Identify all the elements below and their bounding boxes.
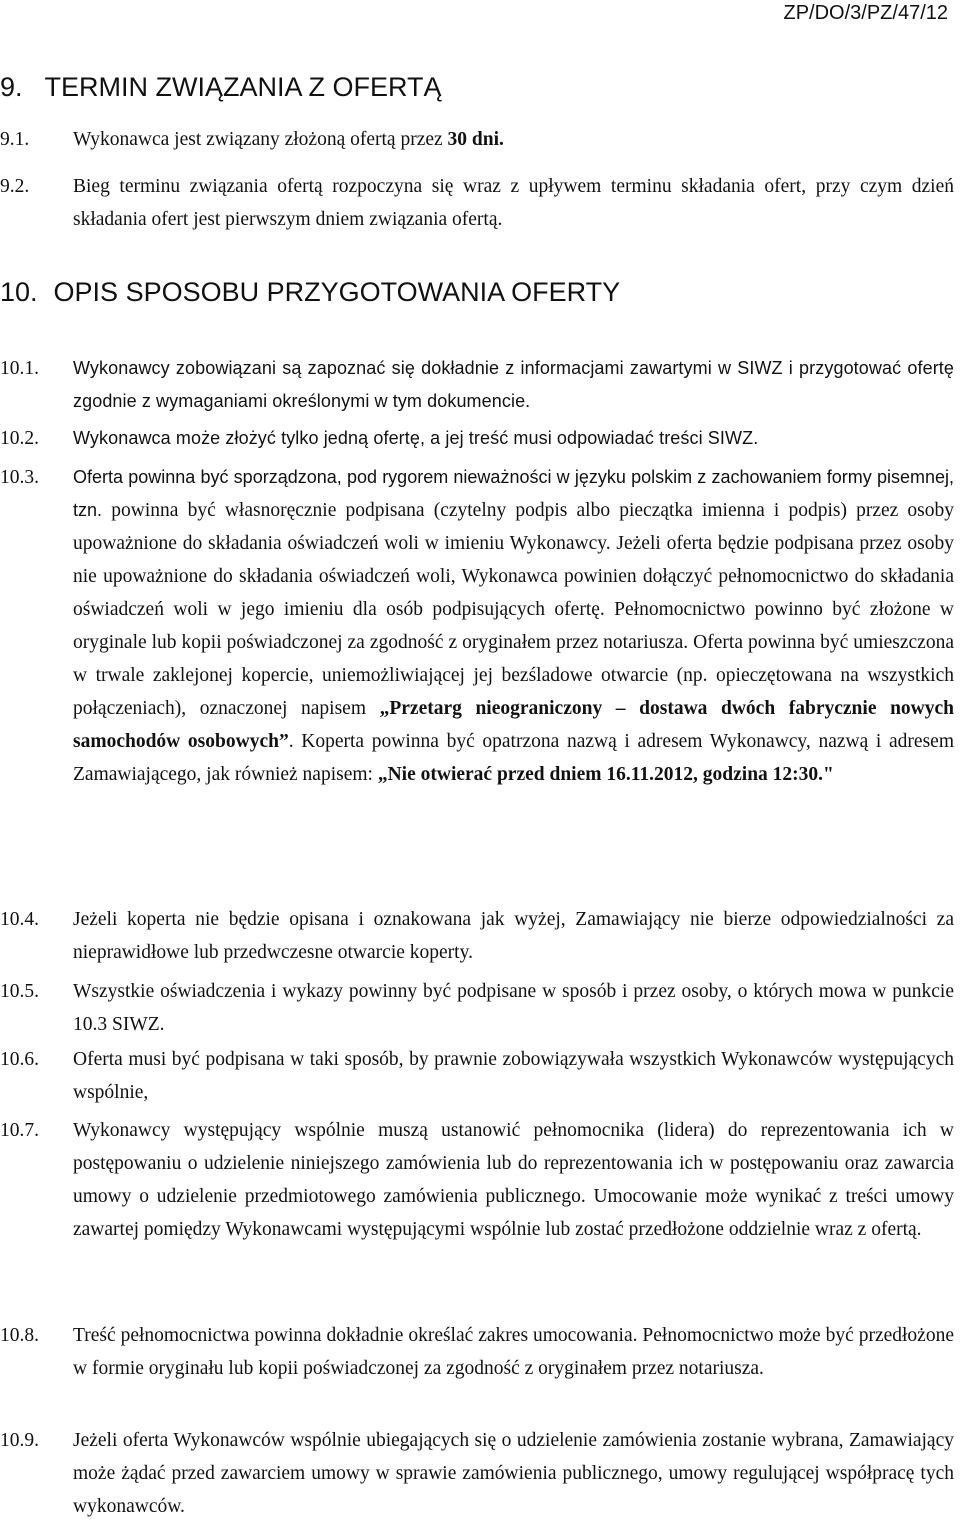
paragraph-10-3 bbox=[0, 461, 960, 891]
paragraph-10-9 bbox=[0, 1424, 960, 1523]
paragraph-10-7 bbox=[0, 1114, 960, 1312]
bold-envelope-label: „Przetarg nieograniczony – dostawa dwóch fabrycznie nowych samochodów osobowych” bbox=[73, 698, 954, 752]
paragraph-10-8 bbox=[0, 1319, 960, 1418]
section-10-number: 10. bbox=[0, 277, 38, 307]
paragraph-number: 10.3. bbox=[0, 467, 39, 488]
paragraph-text: Wykonawca może złożyć tylko jedną ofertę, a jej treść musi odpowiadać treści SIWZ. bbox=[73, 428, 759, 448]
paragraph-number: 9.2. bbox=[0, 176, 30, 197]
paragraph-number: 10.8. bbox=[0, 1325, 39, 1346]
paragraph-text: Wykonawcy zobowiązani są zapoznać się dokładnie z informacjami zawartymi w SIWZ i przygotować ofertę zgodnie z wymaganiami określonymi w tym dokumencie. bbox=[73, 358, 954, 411]
section-9-number: 9. bbox=[0, 72, 23, 102]
paragraph-10-6 bbox=[0, 1043, 960, 1109]
paragraph-number: 10.1. bbox=[0, 358, 39, 379]
paragraph-text: Jeżeli oferta Wykonawców wspólnie ubiegających się o udzielenie zamówienia zostanie wybrana, Zamawiający może żądać przed zawarciem umowy w sprawie zamówienia publicznego, umowy regulującej współpracę tych wykonawców. bbox=[73, 1430, 954, 1517]
paragraph-text: Jeżeli koperta nie będzie opisana i oznakowana jak wyżej, Zamawiający nie bierze odpowiedzialności za nieprawidłowe lub przedwczesne otwarcie koperty. bbox=[73, 909, 954, 963]
paragraph-9-1 bbox=[0, 123, 960, 156]
bold-term: 30 dni. bbox=[447, 129, 504, 150]
paragraph-number: 10.4. bbox=[0, 909, 39, 930]
paragraph-text: Wykonawcy występujący wspólnie muszą ustanowić pełnomocnika (lidera) do reprezentowania ich w postępowaniu o udzielenie niniejszego zamówienia lub do reprezentowania ich w postępowaniu oraz zawarcia umowy o udzielenie przedmiotowego zamówienia publicznego. Umocowanie może wynikać z treści umowy zawartej pomiędzy Wykonawcami występującymi wspólnie lub zostać przedłożone oddzielnie wraz z ofertą. bbox=[73, 1120, 954, 1240]
paragraph-number: 10.6. bbox=[0, 1049, 39, 1070]
paragraph-10-4 bbox=[0, 903, 960, 969]
paragraph-10-1 bbox=[0, 352, 960, 418]
paragraph-text: Oferta musi być podpisana w taki sposób, by prawnie zobowiązywała wszystkich Wykonawców występujących wspólnie, bbox=[73, 1049, 954, 1103]
paragraph-10-2 bbox=[0, 422, 960, 455]
bold-opening-date: „Nie otwierać przed dniem 16.11.2012, godzina 12:30." bbox=[377, 764, 834, 785]
paragraph-number: 9.1. bbox=[0, 129, 30, 150]
paragraph-text: Oferta powinna być sporządzona, pod rygorem nieważności w języku polskim z zachowaniem formy pisemnej, tzn. powinna być własnoręcznie podpisana (czytelny podpis albo pieczątka imienna i podpis) przez osoby upoważnione do składania oświadczeń woli w imieniu Wykonawcy. Jeżeli oferta będzie podpisana przez osoby nie upoważnione do składania oświadczeń woli, Wykonawca powinien dołączyć pełnomocnictwo do składania oświadczeń woli w jego imieniu dla osób podpisujących ofertę. Pełnomocnictwo powinno być złożone w oryginale lub kopii poświadczonej za zgodność z oryginałem przez notariusza. Oferta powinna być umieszczona w trwale zaklejonej kopercie, uniemożliwiającej jej bezśladowe otwarcie (np. opieczętowana na wszystkich połączeniach), oznaczonej napisem „Przetarg nieograniczony – dostawa dwóch fabrycznie nowych samochodów osobowych”. Koperta powinna być opatrzona nazwą i adresem Wykonawcy, nazwą i adresem Zamawiającego, jak również napisem: „Nie otwierać przed dniem 16.11.2012, godzina 12:30." bbox=[73, 467, 955, 785]
paragraph-text: Wszystkie oświadczenia i wykazy powinny być podpisane w sposób i przez osoby, o których mowa w punkcie 10.3 SIWZ. bbox=[73, 981, 954, 1035]
section-10-title: OPIS SPOSOBU PRZYGOTOWANIA OFERTY bbox=[53, 277, 621, 307]
document-reference: ZP/DO/3/PZ/47/12 bbox=[783, 2, 948, 24]
section-9-heading bbox=[0, 72, 442, 103]
paragraph-number: 10.9. bbox=[0, 1430, 39, 1451]
paragraph-text: Treść pełnomocnictwa powinna dokładnie określać zakres umocowania. Pełnomocnictwo może być przedłożone w formie oryginału lub kopii poświadczonej za zgodność z oryginałem przez notariusza. bbox=[73, 1325, 954, 1379]
paragraph-number: 10.7. bbox=[0, 1120, 39, 1141]
paragraph-text: Bieg terminu związania ofertą rozpoczyna się wraz z upływem terminu składania ofert, przy czym dzień składania ofert jest pierwszym dniem związania ofertą. bbox=[73, 176, 954, 230]
paragraph-text: Wykonawca jest związany złożoną ofertą przez 30 dni. bbox=[73, 129, 504, 150]
section-10-heading bbox=[0, 277, 620, 308]
section-9-title: TERMIN ZWIĄZANIA Z OFERTĄ bbox=[44, 72, 442, 102]
paragraph-10-5 bbox=[0, 975, 960, 1041]
paragraph-number: 10.5. bbox=[0, 981, 39, 1002]
paragraph-number: 10.2. bbox=[0, 428, 39, 449]
paragraph-9-2 bbox=[0, 170, 960, 236]
